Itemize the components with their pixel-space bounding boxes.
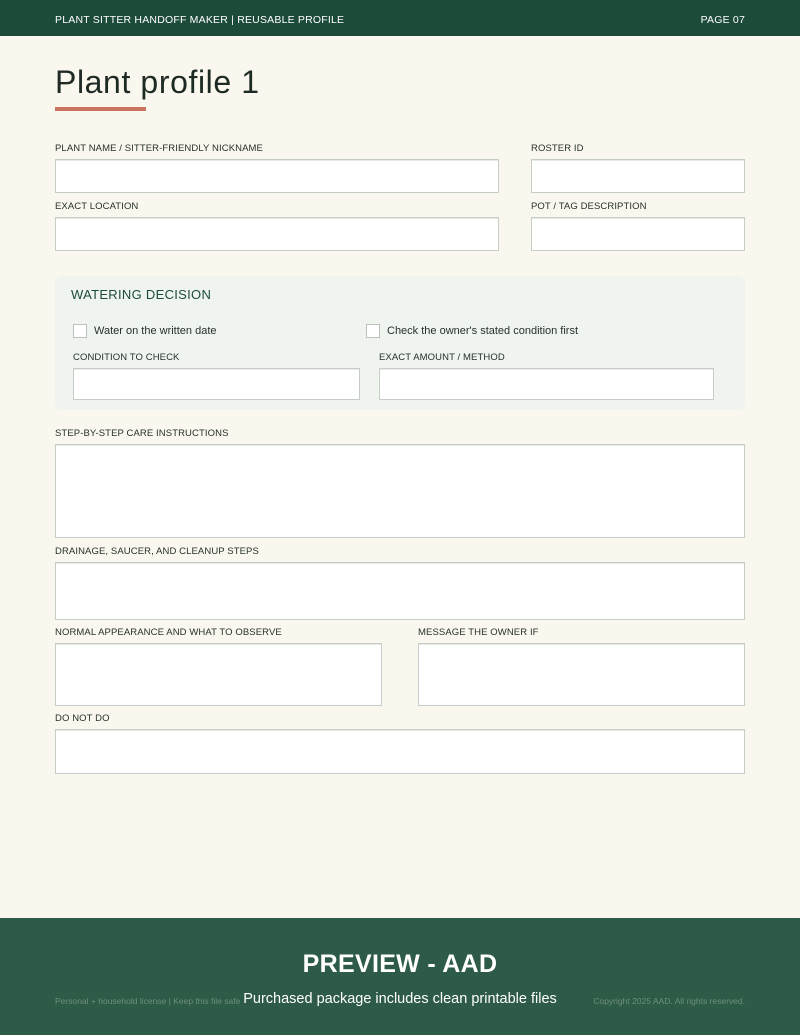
preview-subtitle-text: Purchased package includes clean printable files bbox=[243, 991, 557, 1007]
preview-watermark-subtitle bbox=[0, 991, 800, 1007]
top-header-bar bbox=[0, 0, 800, 36]
exact-amount-label: EXACT AMOUNT / METHOD bbox=[379, 352, 505, 363]
roster-id-field[interactable] bbox=[531, 159, 745, 193]
title-underline bbox=[55, 107, 146, 111]
pot-tag-label: POT / TAG DESCRIPTION bbox=[531, 201, 647, 212]
message-owner-field[interactable] bbox=[418, 643, 745, 706]
care-instructions-label: STEP-BY-STEP CARE INSTRUCTIONS bbox=[55, 428, 229, 439]
watering-decision-title: WATERING DECISION bbox=[71, 287, 212, 302]
exact-location-label: EXACT LOCATION bbox=[55, 201, 139, 212]
plant-name-label: PLANT NAME / SITTER-FRIENDLY NICKNAME bbox=[55, 143, 263, 154]
condition-to-check-label: CONDITION TO CHECK bbox=[73, 352, 180, 363]
preview-watermark-title: PREVIEW - AAD bbox=[302, 950, 498, 978]
page-number: PAGE 07 bbox=[700, 14, 745, 26]
condition-to-check-field[interactable] bbox=[73, 368, 360, 400]
footer-license-text: Personal + household license | Keep this file safe bbox=[55, 996, 241, 1006]
check-condition-label: Check the owner's stated condition first bbox=[387, 325, 579, 337]
normal-appearance-field[interactable] bbox=[55, 643, 382, 706]
plant-name-field[interactable] bbox=[55, 159, 499, 193]
header-title: PLANT SITTER HANDOFF MAKER | REUSABLE PROFILE bbox=[55, 14, 345, 26]
message-owner-label: MESSAGE THE OWNER IF bbox=[418, 627, 539, 638]
page-title: Plant profile 1 bbox=[55, 64, 260, 100]
exact-location-field[interactable] bbox=[55, 217, 499, 251]
drainage-field[interactable] bbox=[55, 562, 745, 620]
water-on-date-label: Water on the written date bbox=[94, 325, 217, 337]
check-condition-checkbox[interactable] bbox=[366, 324, 380, 338]
water-on-date-checkbox[interactable] bbox=[73, 324, 87, 338]
care-instructions-field[interactable] bbox=[55, 444, 745, 538]
normal-appearance-label: NORMAL APPEARANCE AND WHAT TO OBSERVE bbox=[55, 627, 282, 638]
drainage-label: DRAINAGE, SAUCER, AND CLEANUP STEPS bbox=[55, 546, 259, 557]
pot-tag-field[interactable] bbox=[531, 217, 745, 251]
do-not-do-label: DO NOT DO bbox=[55, 713, 110, 724]
exact-amount-field[interactable] bbox=[379, 368, 714, 400]
footer-copyright-text: Copyright 2025 AAD. All rights reserved. bbox=[593, 996, 745, 1006]
do-not-do-field[interactable] bbox=[55, 729, 745, 774]
roster-id-label: ROSTER ID bbox=[531, 143, 584, 154]
